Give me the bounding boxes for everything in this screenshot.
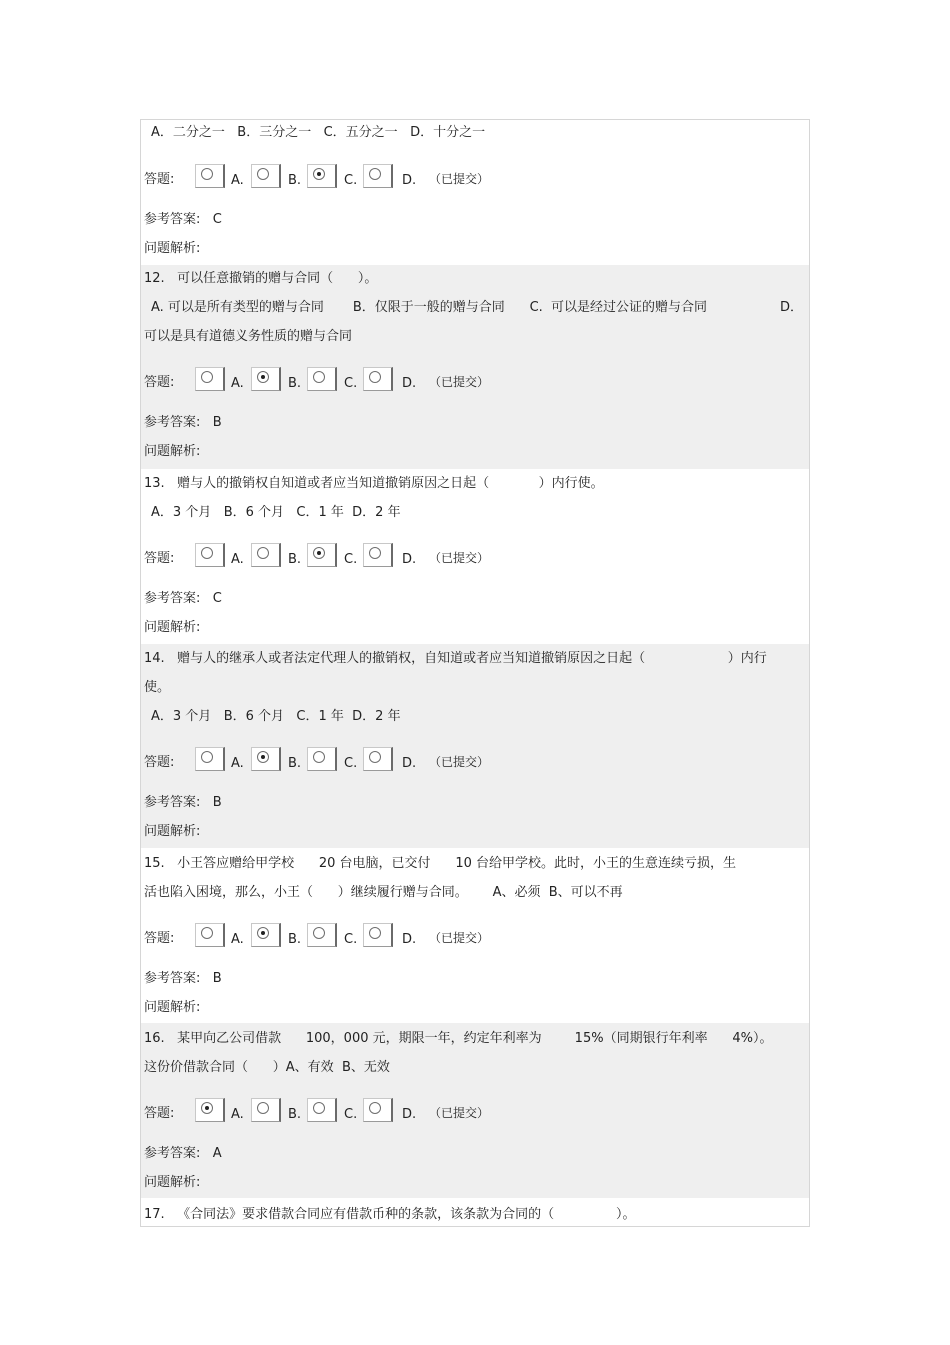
- option-c-label: C.: [344, 1107, 358, 1122]
- radio-selected-dot-icon: [261, 755, 265, 759]
- radio-circle-icon: [313, 168, 325, 180]
- submitted-status: （已提交）: [429, 375, 490, 389]
- option-d-radio[interactable]: [363, 747, 393, 771]
- question-11-block: [141, 120, 809, 265]
- q12-analysis: 问题解析:: [144, 444, 201, 459]
- question-sheet: [140, 119, 810, 1227]
- option-a-label: A.: [231, 1107, 244, 1122]
- reference-label: 参考答案:: [144, 591, 201, 606]
- q16-stem-cont: 这份价借款合同（ ）A、有效 B、无效: [144, 1060, 390, 1075]
- option-a-label: A.: [231, 173, 244, 188]
- radio-circle-icon: [313, 547, 325, 559]
- option-c-radio[interactable]: [307, 1098, 337, 1122]
- option-a-radio[interactable]: [195, 923, 225, 947]
- option-c-label: C.: [344, 552, 358, 567]
- option-b-radio[interactable]: [251, 367, 281, 391]
- q13-options: A．3 个月 B．6 个月 C．1 年 D．2 年: [151, 505, 401, 520]
- option-b-label: B.: [288, 173, 302, 188]
- q13-analysis: 问题解析:: [144, 620, 201, 635]
- q17-stem: 17. 《合同法》要求借款合同应有借款币种的条款，该条款为合同的（ ）。: [144, 1207, 636, 1222]
- option-b-radio[interactable]: [251, 543, 281, 567]
- q12-options-cont: 可以是具有道德义务性质的赠与合同: [144, 329, 353, 344]
- q13-reference: [144, 589, 801, 609]
- radio-circle-icon: [257, 1102, 269, 1114]
- option-c-radio[interactable]: [307, 543, 337, 567]
- q14-answer-row: [141, 747, 541, 777]
- option-c-radio[interactable]: [307, 367, 337, 391]
- reference-label: 参考答案:: [144, 212, 201, 227]
- radio-circle-icon: [201, 547, 213, 559]
- answer-label: 答题:: [144, 755, 175, 770]
- radio-selected-dot-icon: [205, 1106, 209, 1110]
- radio-selected-dot-icon: [261, 375, 265, 379]
- option-c-label: C.: [344, 173, 358, 188]
- option-b-radio[interactable]: [251, 923, 281, 947]
- reference-value: C: [212, 591, 222, 606]
- question-17-block: [141, 1198, 809, 1227]
- radio-circle-icon: [257, 371, 269, 383]
- reference-label: 参考答案:: [144, 1146, 201, 1161]
- reference-value: A: [212, 1146, 222, 1161]
- radio-circle-icon: [257, 927, 269, 939]
- option-d-label: D.: [402, 173, 417, 188]
- option-b-label: B.: [288, 932, 302, 947]
- option-d-radio[interactable]: [363, 543, 393, 567]
- question-12-block: [141, 265, 809, 469]
- radio-circle-icon: [313, 927, 325, 939]
- option-d-label: D.: [402, 376, 417, 391]
- q15-reference: [144, 969, 801, 989]
- q13-answer-row: [141, 543, 541, 573]
- radio-circle-icon: [201, 751, 213, 763]
- q12-options: A. 可以是所有类型的赠与合同 B．仅限于一般的赠与合同 C. 可以是经过公证的赠与合同: [151, 300, 708, 315]
- q15-analysis: 问题解析:: [144, 1000, 201, 1015]
- radio-circle-icon: [257, 547, 269, 559]
- option-d-radio[interactable]: [363, 1098, 393, 1122]
- q15-stem: 15. 小王答应赠给甲学校 20 台电脑，已交付 10 台给甲学校。此时，小王的生意连续亏损，生: [144, 856, 737, 871]
- answer-label: 答题:: [144, 551, 175, 566]
- option-b-label: B.: [288, 1107, 302, 1122]
- radio-circle-icon: [369, 1102, 381, 1114]
- question-14-block: [141, 644, 809, 848]
- option-c-label: C.: [344, 932, 358, 947]
- reference-value: C: [212, 212, 222, 227]
- option-a-radio[interactable]: [195, 543, 225, 567]
- radio-circle-icon: [313, 1102, 325, 1114]
- radio-circle-icon: [369, 168, 381, 180]
- option-d-label: D.: [402, 552, 417, 567]
- submitted-status: （已提交）: [429, 172, 490, 186]
- option-d-label: D.: [402, 1107, 417, 1122]
- option-c-label: C.: [344, 756, 358, 771]
- option-b-label: B.: [288, 376, 302, 391]
- radio-circle-icon: [201, 927, 213, 939]
- q12-reference: [144, 413, 801, 433]
- option-b-radio[interactable]: [251, 1098, 281, 1122]
- radio-circle-icon: [369, 751, 381, 763]
- q12-answer-row: [141, 367, 541, 397]
- q16-reference: [144, 1144, 801, 1164]
- radio-circle-icon: [369, 371, 381, 383]
- q14-reference: [144, 793, 801, 813]
- radio-circle-icon: [257, 168, 269, 180]
- reference-label: 参考答案:: [144, 795, 201, 810]
- q12-options-tail: D．: [779, 300, 803, 315]
- answer-label: 答题:: [144, 375, 175, 390]
- q14-stem-cont: 使。: [144, 680, 171, 695]
- reference-label: 参考答案:: [144, 971, 201, 986]
- question-13-block: [141, 469, 809, 644]
- q16-answer-row: [141, 1098, 541, 1128]
- radio-circle-icon: [313, 751, 325, 763]
- option-c-radio[interactable]: [307, 164, 337, 188]
- submitted-status: （已提交）: [429, 755, 490, 769]
- option-c-label: C.: [344, 376, 358, 391]
- q11-analysis: 问题解析:: [144, 241, 201, 256]
- question-16-block: [141, 1023, 809, 1198]
- radio-circle-icon: [369, 547, 381, 559]
- option-c-radio[interactable]: [307, 923, 337, 947]
- q11-options: A．二分之一 B．三分之一 C．五分之一 D．十分之一: [151, 125, 486, 140]
- radio-circle-icon: [257, 751, 269, 763]
- radio-circle-icon: [313, 371, 325, 383]
- option-b-radio[interactable]: [251, 164, 281, 188]
- option-a-radio[interactable]: [195, 1098, 225, 1122]
- option-a-radio[interactable]: [195, 747, 225, 771]
- option-a-label: A.: [231, 756, 244, 771]
- option-d-radio[interactable]: [363, 164, 393, 188]
- reference-value: B: [212, 795, 222, 810]
- q11-answer-row: [141, 164, 541, 194]
- option-b-label: B.: [288, 756, 302, 771]
- reference-value: B: [212, 971, 222, 986]
- submitted-status: （已提交）: [429, 931, 490, 945]
- submitted-status: （已提交）: [429, 1106, 490, 1120]
- option-d-radio[interactable]: [363, 923, 393, 947]
- option-d-radio[interactable]: [363, 367, 393, 391]
- q15-stem-cont: 活也陷入困境，那么，小王（ ）继续履行赠与合同。 A、必须 B、可以不再: [144, 885, 623, 900]
- reference-value: B: [212, 415, 222, 430]
- q16-analysis: 问题解析:: [144, 1175, 201, 1190]
- q14-options: A．3 个月 B．6 个月 C．1 年 D．2 年: [151, 709, 401, 724]
- answer-label: 答题:: [144, 172, 175, 187]
- radio-circle-icon: [201, 168, 213, 180]
- reference-label: 参考答案:: [144, 415, 201, 430]
- option-a-label: A.: [231, 932, 244, 947]
- q14-analysis: 问题解析:: [144, 824, 201, 839]
- option-a-radio[interactable]: [195, 367, 225, 391]
- radio-circle-icon: [201, 1102, 213, 1114]
- q12-stem: 12. 可以任意撤销的赠与合同（ ）。: [144, 271, 378, 286]
- submitted-status: （已提交）: [429, 551, 490, 565]
- q15-answer-row: [141, 923, 541, 953]
- q13-stem: 13. 赠与人的撤销权自知道或者应当知道撤销原因之日起（ ）内行使。: [144, 476, 604, 491]
- option-b-label: B.: [288, 552, 302, 567]
- radio-circle-icon: [369, 927, 381, 939]
- answer-label: 答题:: [144, 931, 175, 946]
- option-b-radio[interactable]: [251, 747, 281, 771]
- option-a-label: A.: [231, 376, 244, 391]
- radio-selected-dot-icon: [261, 931, 265, 935]
- q11-reference: [144, 210, 801, 230]
- option-a-label: A.: [231, 552, 244, 567]
- radio-circle-icon: [201, 371, 213, 383]
- q14-stem: 14. 赠与人的继承人或者法定代理人的撤销权，自知道或者应当知道撤销原因之日起（ ）内行: [144, 651, 767, 666]
- option-d-label: D.: [402, 756, 417, 771]
- radio-selected-dot-icon: [317, 551, 321, 555]
- q16-stem: 16. 某甲向乙公司借款 100，000 元，期限一年，约定年利率为 15%（同期银行年利率 4%）。: [144, 1031, 773, 1046]
- option-a-radio[interactable]: [195, 164, 225, 188]
- option-d-label: D.: [402, 932, 417, 947]
- answer-label: 答题:: [144, 1106, 175, 1121]
- radio-selected-dot-icon: [317, 172, 321, 176]
- option-c-radio[interactable]: [307, 747, 337, 771]
- question-15-block: [141, 848, 809, 1023]
